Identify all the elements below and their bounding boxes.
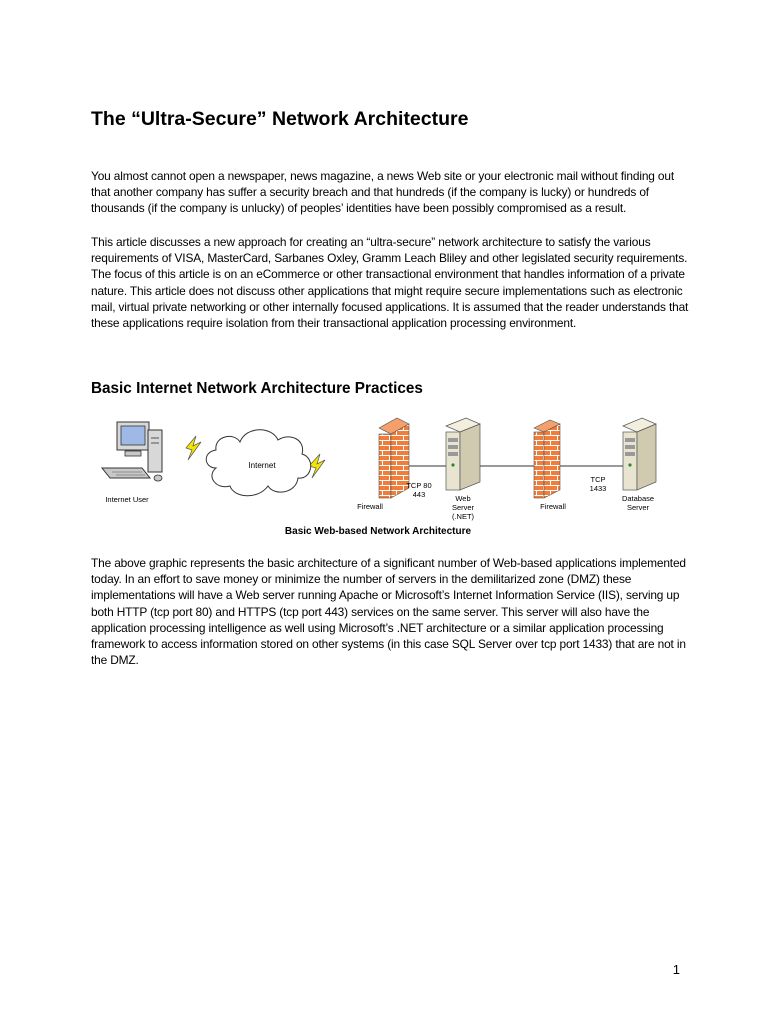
firewall-icon bbox=[379, 418, 409, 498]
lightning-icon bbox=[186, 436, 201, 460]
internet-label: Internet bbox=[248, 461, 276, 470]
network-architecture-diagram bbox=[88, 410, 682, 542]
web-server-icon bbox=[446, 418, 480, 490]
firewall-1-label: Firewall bbox=[357, 502, 383, 511]
section-heading: Basic Internet Network Architecture Practices bbox=[91, 380, 423, 397]
tcp-443-label: 443 bbox=[412, 490, 426, 499]
web-server-label-3: (.NET) bbox=[451, 512, 475, 521]
firewall-icon bbox=[534, 420, 560, 498]
tcp-80-label: TCP 80 bbox=[406, 481, 432, 490]
document-title: The “Ultra-Secure” Network Architecture bbox=[91, 108, 469, 130]
after-diagram-paragraph: The above graphic represents the basic architecture of a significant number of Web-based applications implemented today. In an effort to save money or minimize the number of servers in the demilitarized zone (DMZ) these implementations will have a Web server running Apache or Microsoft’s Internet Information Service (IIS), serving up both HTTP (tcp port 80) and HTTPS (tcp port 443) services on the same server. This server will also have the application processing intelligence as well using Microsoft’s .NET architecture or a similar application processing framework to access information stored on other systems (in this case SQL Server over tcp port 1433) that are not in the DMZ. bbox=[91, 556, 686, 668]
scope-paragraph: This article discusses a new approach for creating an “ultra-secure” network architecture to satisfy the various requirements of VISA, MasterCard, Sarbanes Oxley, Gramm Leach Bliley and other legislated security requirements. The focus of this article is on an eCommerce or other transactional environment that handles information of a private nature. This article does not discuss other applications that might require secure implementations such as electronic mail, virtual private networking or other internally focused applications. It is assumed that the reader understands that these applications require isolation from their transactional application processing environment. bbox=[91, 235, 689, 331]
firewall-2-label: Firewall bbox=[540, 502, 566, 511]
internet-user-label: Internet User bbox=[105, 495, 149, 504]
tcp-1433-label: 1433 bbox=[589, 484, 607, 493]
database-server-icon bbox=[623, 418, 656, 490]
database-server-label-1: Database bbox=[621, 494, 655, 503]
intro-paragraph: You almost cannot open a newspaper, news magazine, a news Web site or your electronic mail without finding out that another company has suffer a security breach and that hundreds (if the company is lucky) or hundreds of thousands (if the company is unlucky) of peoples’ identities have been possibly compromised as a result. bbox=[91, 169, 675, 216]
web-server-label-1: Web bbox=[455, 494, 471, 503]
web-server-label-2: Server bbox=[451, 503, 475, 512]
diagram-caption: Basic Web-based Network Architecture bbox=[284, 526, 472, 537]
lightning-icon bbox=[309, 454, 325, 478]
database-server-label-2: Server bbox=[626, 503, 650, 512]
tcp-label: TCP bbox=[590, 475, 606, 484]
page-number: 1 bbox=[672, 962, 680, 977]
computer-icon bbox=[102, 422, 162, 481]
